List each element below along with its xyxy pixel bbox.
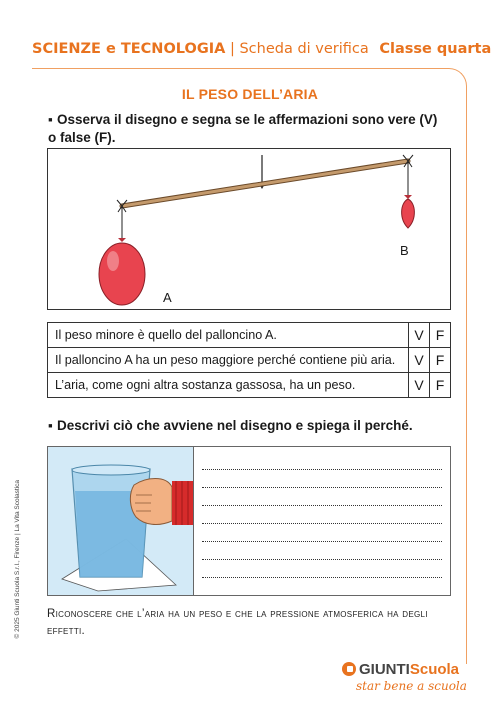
label-balloon-a: A <box>163 290 172 305</box>
bullet-icon: ▪ <box>48 112 53 127</box>
answer-line[interactable] <box>202 487 442 488</box>
label-balloon-b: B <box>400 243 409 258</box>
header-separator: | <box>229 41 235 57</box>
true-box[interactable]: V <box>409 373 430 398</box>
copyright-text: © 2025 Giunti Scuola S.r.l., Firenze | La Vita Scolastica <box>14 480 21 639</box>
false-box[interactable]: F <box>430 373 451 398</box>
glass-bottom <box>72 465 150 475</box>
balloon-b-knot <box>404 195 412 199</box>
table-row <box>48 348 451 373</box>
balloon-a <box>99 243 145 305</box>
glass-hand-drawing <box>48 447 193 595</box>
false-box[interactable]: F <box>430 323 451 348</box>
balance-illustration <box>47 148 451 310</box>
exercise2-text: Descrivi ciò che avviene nel disegno e spiega il perché. <box>57 418 413 433</box>
brand-logo <box>342 661 472 693</box>
sheet-label: Scheda di verifica <box>239 41 369 57</box>
true-box[interactable]: V <box>409 348 430 373</box>
table-row <box>48 323 451 348</box>
learning-objective-note: Riconoscere che l’aria ha un peso e che la pressione atmosferica ha degli effetti. <box>47 608 428 637</box>
brand-name-part1: GIUNTI <box>359 661 410 678</box>
balloon-b <box>402 199 415 228</box>
giunti-logo-icon <box>342 662 356 676</box>
answer-line[interactable] <box>202 577 442 578</box>
exercise1-instruction <box>48 111 443 147</box>
glass-experiment-illustration <box>47 446 194 596</box>
answer-line[interactable] <box>202 541 442 542</box>
exercise2-instruction <box>48 417 443 435</box>
wooden-stick <box>122 161 408 206</box>
answer-line[interactable] <box>202 523 442 524</box>
statement-text: L’aria, come ogni altra sostanza gassosa, ha un peso. <box>48 373 409 398</box>
brand-name-part2: Scuola <box>409 661 460 678</box>
class-label: Classe quarta <box>379 41 492 57</box>
statement-text: Il peso minore è quello del palloncino A. <box>48 323 409 348</box>
answer-line[interactable] <box>202 469 442 470</box>
subject-label: SCIENZE e TECNOLOGIA <box>32 41 226 57</box>
exercise1-text: Osserva il disegno e segna se le affermazioni sono vere (V) o false (F). <box>48 112 438 145</box>
table-row <box>48 373 451 398</box>
brand-name <box>342 661 472 678</box>
answer-line[interactable] <box>202 559 442 560</box>
page-title: IL PESO DELL’ARIA <box>181 86 319 102</box>
bullet-icon: ▪ <box>48 418 53 433</box>
statement-text: Il palloncino A ha un peso maggiore perché contiene più aria. <box>48 348 409 373</box>
true-box[interactable]: V <box>409 323 430 348</box>
balloon-a-highlight <box>107 251 119 271</box>
balloon-a-knot <box>118 238 126 242</box>
hand <box>130 479 172 525</box>
answer-line[interactable] <box>202 505 442 506</box>
brand-tagline: star bene a scuola <box>356 679 467 693</box>
true-false-table <box>47 322 451 398</box>
balance-drawing <box>48 149 450 309</box>
page-header <box>32 41 492 57</box>
false-box[interactable]: F <box>430 348 451 373</box>
